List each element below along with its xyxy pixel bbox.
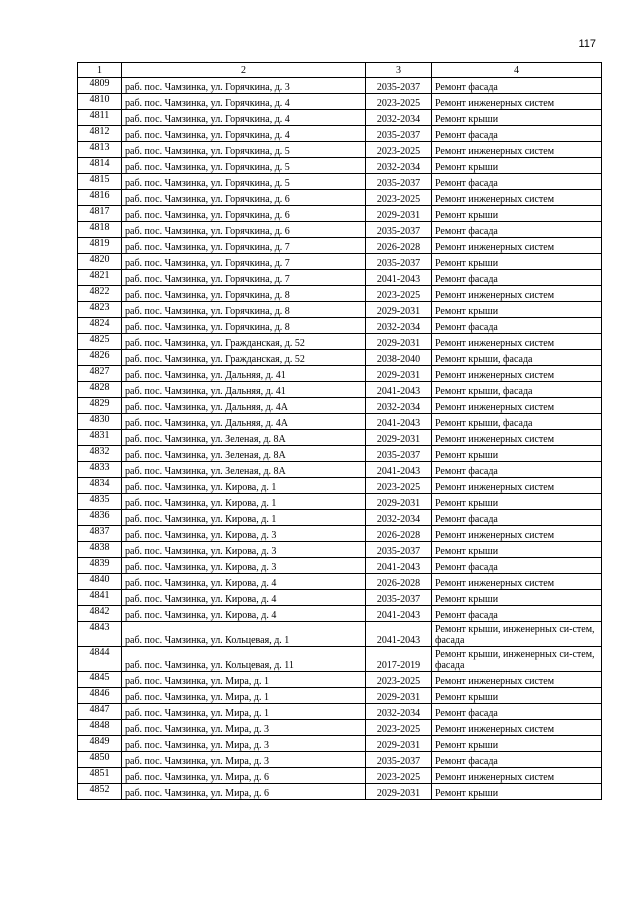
page-number: 117 bbox=[578, 38, 596, 50]
table-row bbox=[78, 142, 602, 158]
row-number-cell: 4824 bbox=[78, 318, 122, 334]
row-number-cell: 4827 bbox=[78, 366, 122, 382]
row-number-cell: 4837 bbox=[78, 526, 122, 542]
table-row bbox=[78, 174, 602, 190]
address-cell: раб. пос. Чамзинка, ул. Кирова, д. 4 bbox=[122, 590, 366, 606]
row-number-cell: 4851 bbox=[78, 768, 122, 784]
period-cell: 2023-2025 bbox=[366, 720, 432, 736]
row-number-cell: 4813 bbox=[78, 142, 122, 158]
period-cell: 2023-2025 bbox=[366, 768, 432, 784]
row-number-cell: 4820 bbox=[78, 254, 122, 270]
table-row bbox=[78, 526, 602, 542]
table-row bbox=[78, 784, 602, 800]
period-cell: 2035-2037 bbox=[366, 446, 432, 462]
row-number-cell: 4831 bbox=[78, 430, 122, 446]
work-type-cell: Ремонт инженерных систем bbox=[432, 190, 602, 206]
period-cell: 2023-2025 bbox=[366, 478, 432, 494]
table-row bbox=[78, 126, 602, 142]
period-cell: 2026-2028 bbox=[366, 238, 432, 254]
work-type-cell: Ремонт фасада bbox=[432, 558, 602, 574]
address-cell: раб. пос. Чамзинка, ул. Горячкина, д. 4 bbox=[122, 110, 366, 126]
address-cell: раб. пос. Чамзинка, ул. Горячкина, д. 4 bbox=[122, 126, 366, 142]
work-type-cell: Ремонт крыши bbox=[432, 736, 602, 752]
work-type-cell: Ремонт фасада bbox=[432, 510, 602, 526]
table-row bbox=[78, 672, 602, 688]
period-cell: 2017-2019 bbox=[366, 647, 432, 672]
period-cell: 2041-2043 bbox=[366, 270, 432, 286]
row-number-cell: 4821 bbox=[78, 270, 122, 286]
table-row bbox=[78, 768, 602, 784]
row-number-cell: 4836 bbox=[78, 510, 122, 526]
work-type-cell: Ремонт фасада bbox=[432, 752, 602, 768]
table-row bbox=[78, 286, 602, 302]
work-type-cell: Ремонт крыши bbox=[432, 446, 602, 462]
work-type-cell: Ремонт крыши bbox=[432, 494, 602, 510]
period-cell: 2023-2025 bbox=[366, 142, 432, 158]
period-cell: 2029-2031 bbox=[366, 494, 432, 510]
address-cell: раб. пос. Чамзинка, ул. Горячкина, д. 7 bbox=[122, 238, 366, 254]
address-cell: раб. пос. Чамзинка, ул. Мира, д. 3 bbox=[122, 720, 366, 736]
address-cell: раб. пос. Чамзинка, ул. Горячкина, д. 3 bbox=[122, 78, 366, 94]
period-cell: 2029-2031 bbox=[366, 430, 432, 446]
table-row bbox=[78, 574, 602, 590]
table-row bbox=[78, 302, 602, 318]
period-cell: 2035-2037 bbox=[366, 174, 432, 190]
address-cell: раб. пос. Чамзинка, ул. Гражданская, д. 52 bbox=[122, 350, 366, 366]
row-number-cell: 4826 bbox=[78, 350, 122, 366]
work-type-cell: Ремонт крыши bbox=[432, 110, 602, 126]
work-type-cell: Ремонт инженерных систем bbox=[432, 430, 602, 446]
table-row bbox=[78, 366, 602, 382]
work-type-cell: Ремонт крыши bbox=[432, 590, 602, 606]
address-cell: раб. пос. Чамзинка, ул. Мира, д. 1 bbox=[122, 704, 366, 720]
repair-schedule-table bbox=[77, 62, 602, 800]
period-cell: 2035-2037 bbox=[366, 590, 432, 606]
address-cell: раб. пос. Чамзинка, ул. Горячкина, д. 7 bbox=[122, 270, 366, 286]
period-cell: 2041-2043 bbox=[366, 558, 432, 574]
row-number-cell: 4840 bbox=[78, 574, 122, 590]
work-type-cell: Ремонт инженерных систем bbox=[432, 334, 602, 350]
period-cell: 2038-2040 bbox=[366, 350, 432, 366]
column-header: 3 bbox=[366, 63, 432, 78]
row-number-cell: 4825 bbox=[78, 334, 122, 350]
work-type-cell: Ремонт крыши bbox=[432, 206, 602, 222]
period-cell: 2032-2034 bbox=[366, 510, 432, 526]
column-header: 1 bbox=[78, 63, 122, 78]
address-cell: раб. пос. Чамзинка, ул. Горячкина, д. 8 bbox=[122, 302, 366, 318]
address-cell: раб. пос. Чамзинка, ул. Мира, д. 6 bbox=[122, 784, 366, 800]
table-row bbox=[78, 270, 602, 286]
table-row bbox=[78, 254, 602, 270]
row-number-cell: 4811 bbox=[78, 110, 122, 126]
address-cell: раб. пос. Чамзинка, ул. Горячкина, д. 7 bbox=[122, 254, 366, 270]
work-type-cell: Ремонт фасада bbox=[432, 78, 602, 94]
table-row bbox=[78, 350, 602, 366]
work-type-cell: Ремонт крыши bbox=[432, 302, 602, 318]
table-row bbox=[78, 414, 602, 430]
period-cell: 2035-2037 bbox=[366, 752, 432, 768]
column-header: 4 bbox=[432, 63, 602, 78]
table-row bbox=[78, 238, 602, 254]
period-cell: 2023-2025 bbox=[366, 94, 432, 110]
address-cell: раб. пос. Чамзинка, ул. Горячкина, д. 5 bbox=[122, 158, 366, 174]
row-number-cell: 4833 bbox=[78, 462, 122, 478]
work-type-cell: Ремонт крыши bbox=[432, 254, 602, 270]
work-type-cell: Ремонт инженерных систем bbox=[432, 672, 602, 688]
table-row bbox=[78, 736, 602, 752]
address-cell: раб. пос. Чамзинка, ул. Гражданская, д. 52 bbox=[122, 334, 366, 350]
address-cell: раб. пос. Чамзинка, ул. Мира, д. 6 bbox=[122, 768, 366, 784]
work-type-cell: Ремонт крыши, фасада bbox=[432, 382, 602, 398]
work-type-cell: Ремонт крыши, инженерных си-стем, фасада bbox=[432, 622, 602, 647]
work-type-cell: Ремонт инженерных систем bbox=[432, 526, 602, 542]
address-cell: раб. пос. Чамзинка, ул. Кирова, д. 3 bbox=[122, 558, 366, 574]
table-row bbox=[78, 110, 602, 126]
row-number-cell: 4814 bbox=[78, 158, 122, 174]
table-row bbox=[78, 222, 602, 238]
row-number-cell: 4822 bbox=[78, 286, 122, 302]
address-cell: раб. пос. Чамзинка, ул. Горячкина, д. 5 bbox=[122, 174, 366, 190]
table-row bbox=[78, 720, 602, 736]
table-row bbox=[78, 430, 602, 446]
row-number-cell: 4816 bbox=[78, 190, 122, 206]
work-type-cell: Ремонт крыши bbox=[432, 688, 602, 704]
table-row bbox=[78, 590, 602, 606]
row-number-cell: 4818 bbox=[78, 222, 122, 238]
row-number-cell: 4839 bbox=[78, 558, 122, 574]
address-cell: раб. пос. Чамзинка, ул. Кирова, д. 1 bbox=[122, 494, 366, 510]
period-cell: 2035-2037 bbox=[366, 222, 432, 238]
address-cell: раб. пос. Чамзинка, ул. Кирова, д. 4 bbox=[122, 606, 366, 622]
address-cell: раб. пос. Чамзинка, ул. Мира, д. 1 bbox=[122, 688, 366, 704]
column-header: 2 bbox=[122, 63, 366, 78]
table-row bbox=[78, 462, 602, 478]
table-row bbox=[78, 446, 602, 462]
period-cell: 2023-2025 bbox=[366, 190, 432, 206]
work-type-cell: Ремонт инженерных систем bbox=[432, 398, 602, 414]
table-row bbox=[78, 94, 602, 110]
period-cell: 2041-2043 bbox=[366, 382, 432, 398]
period-cell: 2032-2034 bbox=[366, 704, 432, 720]
table-row bbox=[78, 704, 602, 720]
table-row bbox=[78, 398, 602, 414]
table-row bbox=[78, 752, 602, 768]
address-cell: раб. пос. Чамзинка, ул. Горячкина, д. 5 bbox=[122, 142, 366, 158]
work-type-cell: Ремонт фасада bbox=[432, 270, 602, 286]
work-type-cell: Ремонт инженерных систем bbox=[432, 366, 602, 382]
table-row bbox=[78, 494, 602, 510]
row-number-cell: 4838 bbox=[78, 542, 122, 558]
work-type-cell: Ремонт фасада bbox=[432, 222, 602, 238]
row-number-cell: 4845 bbox=[78, 672, 122, 688]
work-type-cell: Ремонт инженерных систем bbox=[432, 478, 602, 494]
table-row bbox=[78, 158, 602, 174]
row-number-cell: 4812 bbox=[78, 126, 122, 142]
work-type-cell: Ремонт инженерных систем bbox=[432, 286, 602, 302]
row-number-cell: 4850 bbox=[78, 752, 122, 768]
period-cell: 2041-2043 bbox=[366, 414, 432, 430]
work-type-cell: Ремонт крыши, фасада bbox=[432, 414, 602, 430]
work-type-cell: Ремонт инженерных систем bbox=[432, 574, 602, 590]
address-cell: раб. пос. Чамзинка, ул. Горячкина, д. 6 bbox=[122, 206, 366, 222]
address-cell: раб. пос. Чамзинка, ул. Горячкина, д. 6 bbox=[122, 222, 366, 238]
work-type-cell: Ремонт крыши bbox=[432, 158, 602, 174]
row-number-cell: 4848 bbox=[78, 720, 122, 736]
row-number-cell: 4830 bbox=[78, 414, 122, 430]
period-cell: 2035-2037 bbox=[366, 542, 432, 558]
table-row bbox=[78, 78, 602, 94]
address-cell: раб. пос. Чамзинка, ул. Кольцевая, д. 11 bbox=[122, 647, 366, 672]
period-cell: 2029-2031 bbox=[366, 736, 432, 752]
table-row bbox=[78, 190, 602, 206]
period-cell: 2032-2034 bbox=[366, 158, 432, 174]
address-cell: раб. пос. Чамзинка, ул. Кирова, д. 1 bbox=[122, 510, 366, 526]
period-cell: 2041-2043 bbox=[366, 606, 432, 622]
period-cell: 2041-2043 bbox=[366, 622, 432, 647]
table-row bbox=[78, 318, 602, 334]
period-cell: 2029-2031 bbox=[366, 334, 432, 350]
period-cell: 2026-2028 bbox=[366, 526, 432, 542]
period-cell: 2029-2031 bbox=[366, 206, 432, 222]
row-number-cell: 4842 bbox=[78, 606, 122, 622]
work-type-cell: Ремонт фасада bbox=[432, 174, 602, 190]
period-cell: 2026-2028 bbox=[366, 574, 432, 590]
period-cell: 2029-2031 bbox=[366, 302, 432, 318]
period-cell: 2032-2034 bbox=[366, 110, 432, 126]
row-number-cell: 4834 bbox=[78, 478, 122, 494]
period-cell: 2032-2034 bbox=[366, 318, 432, 334]
address-cell: раб. пос. Чамзинка, ул. Горячкина, д. 8 bbox=[122, 286, 366, 302]
work-type-cell: Ремонт фасада bbox=[432, 126, 602, 142]
address-cell: раб. пос. Чамзинка, ул. Горячкина, д. 8 bbox=[122, 318, 366, 334]
work-type-cell: Ремонт крыши bbox=[432, 542, 602, 558]
work-type-cell: Ремонт фасада bbox=[432, 606, 602, 622]
row-number-cell: 4846 bbox=[78, 688, 122, 704]
address-cell: раб. пос. Чамзинка, ул. Зеленая, д. 8А bbox=[122, 446, 366, 462]
row-number-cell: 4849 bbox=[78, 736, 122, 752]
period-cell: 2029-2031 bbox=[366, 366, 432, 382]
work-type-cell: Ремонт инженерных систем bbox=[432, 720, 602, 736]
address-cell: раб. пос. Чамзинка, ул. Кирова, д. 3 bbox=[122, 526, 366, 542]
work-type-cell: Ремонт фасада bbox=[432, 462, 602, 478]
period-cell: 2035-2037 bbox=[366, 126, 432, 142]
table-row bbox=[78, 606, 602, 622]
work-type-cell: Ремонт крыши bbox=[432, 784, 602, 800]
address-cell: раб. пос. Чамзинка, ул. Мира, д. 3 bbox=[122, 752, 366, 768]
work-type-cell: Ремонт инженерных систем bbox=[432, 768, 602, 784]
row-number-cell: 4815 bbox=[78, 174, 122, 190]
work-type-cell: Ремонт инженерных систем bbox=[432, 142, 602, 158]
row-number-cell: 4843 bbox=[78, 622, 122, 647]
table-row bbox=[78, 382, 602, 398]
row-number-cell: 4809 bbox=[78, 78, 122, 94]
address-cell: раб. пос. Чамзинка, ул. Зеленая, д. 8А bbox=[122, 430, 366, 446]
row-number-cell: 4832 bbox=[78, 446, 122, 462]
work-type-cell: Ремонт крыши, фасада bbox=[432, 350, 602, 366]
row-number-cell: 4844 bbox=[78, 647, 122, 672]
table-row bbox=[78, 206, 602, 222]
address-cell: раб. пос. Чамзинка, ул. Горячкина, д. 4 bbox=[122, 94, 366, 110]
period-cell: 2029-2031 bbox=[366, 688, 432, 704]
period-cell: 2032-2034 bbox=[366, 398, 432, 414]
table-row bbox=[78, 647, 602, 672]
row-number-cell: 4817 bbox=[78, 206, 122, 222]
row-number-cell: 4828 bbox=[78, 382, 122, 398]
row-number-cell: 4819 bbox=[78, 238, 122, 254]
address-cell: раб. пос. Чамзинка, ул. Кирова, д. 3 bbox=[122, 542, 366, 558]
period-cell: 2023-2025 bbox=[366, 286, 432, 302]
address-cell: раб. пос. Чамзинка, ул. Дальняя, д. 41 bbox=[122, 382, 366, 398]
row-number-cell: 4829 bbox=[78, 398, 122, 414]
address-cell: раб. пос. Чамзинка, ул. Дальняя, д. 41 bbox=[122, 366, 366, 382]
work-type-cell: Ремонт крыши, инженерных си-стем, фасада bbox=[432, 647, 602, 672]
table-row bbox=[78, 510, 602, 526]
row-number-cell: 4835 bbox=[78, 494, 122, 510]
address-cell: раб. пос. Чамзинка, ул. Дальняя, д. 4А bbox=[122, 414, 366, 430]
period-cell: 2041-2043 bbox=[366, 462, 432, 478]
table-row bbox=[78, 622, 602, 647]
row-number-cell: 4823 bbox=[78, 302, 122, 318]
table-row bbox=[78, 478, 602, 494]
period-cell: 2023-2025 bbox=[366, 672, 432, 688]
address-cell: раб. пос. Чамзинка, ул. Дальняя, д. 4А bbox=[122, 398, 366, 414]
address-cell: раб. пос. Чамзинка, ул. Кирова, д. 4 bbox=[122, 574, 366, 590]
period-cell: 2035-2037 bbox=[366, 254, 432, 270]
period-cell: 2035-2037 bbox=[366, 78, 432, 94]
address-cell: раб. пос. Чамзинка, ул. Кольцевая, д. 1 bbox=[122, 622, 366, 647]
row-number-cell: 4810 bbox=[78, 94, 122, 110]
work-type-cell: Ремонт фасада bbox=[432, 318, 602, 334]
row-number-cell: 4847 bbox=[78, 704, 122, 720]
address-cell: раб. пос. Чамзинка, ул. Зеленая, д. 8А bbox=[122, 462, 366, 478]
address-cell: раб. пос. Чамзинка, ул. Мира, д. 1 bbox=[122, 672, 366, 688]
table-row bbox=[78, 558, 602, 574]
row-number-cell: 4852 bbox=[78, 784, 122, 800]
period-cell: 2029-2031 bbox=[366, 784, 432, 800]
table-row bbox=[78, 542, 602, 558]
table-header-row bbox=[78, 63, 602, 78]
table-body bbox=[78, 78, 602, 800]
work-type-cell: Ремонт инженерных систем bbox=[432, 94, 602, 110]
address-cell: раб. пос. Чамзинка, ул. Кирова, д. 1 bbox=[122, 478, 366, 494]
row-number-cell: 4841 bbox=[78, 590, 122, 606]
table-row bbox=[78, 688, 602, 704]
address-cell: раб. пос. Чамзинка, ул. Мира, д. 3 bbox=[122, 736, 366, 752]
table-row bbox=[78, 334, 602, 350]
work-type-cell: Ремонт инженерных систем bbox=[432, 238, 602, 254]
address-cell: раб. пос. Чамзинка, ул. Горячкина, д. 6 bbox=[122, 190, 366, 206]
work-type-cell: Ремонт фасада bbox=[432, 704, 602, 720]
